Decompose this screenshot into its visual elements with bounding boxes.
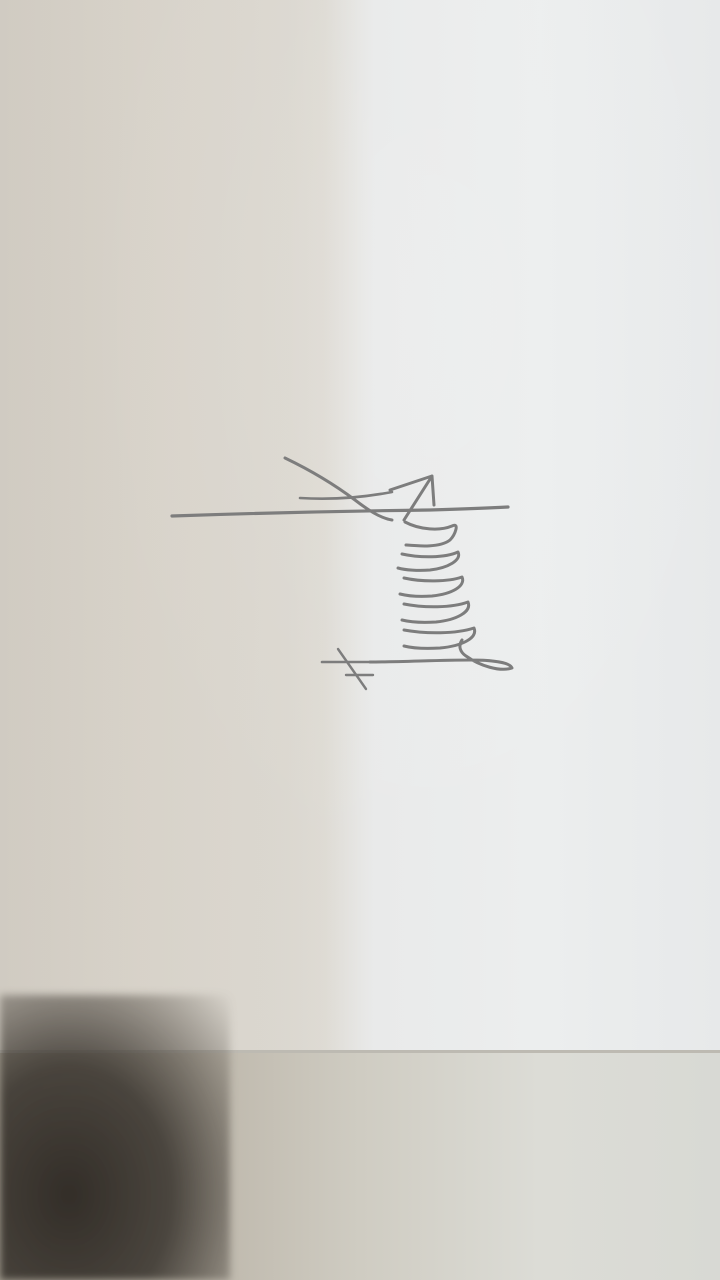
signature-tail	[370, 640, 512, 669]
signature-loop-2	[398, 552, 459, 570]
signature-loop-3	[400, 577, 463, 596]
signature-long-stroke	[172, 507, 508, 516]
signature-a-shape	[390, 476, 434, 520]
signature-loop-1	[405, 522, 456, 546]
signature-strokes	[172, 458, 512, 689]
signature-loop-4	[402, 602, 469, 622]
signature-cross-1	[338, 649, 366, 689]
signature-loop-5	[404, 628, 475, 648]
